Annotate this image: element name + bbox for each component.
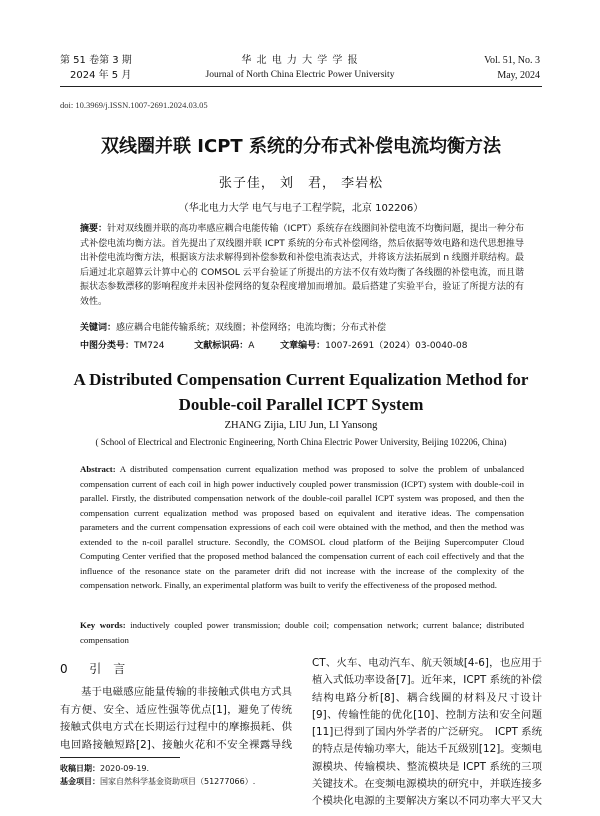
classification bbox=[80, 339, 524, 353]
keywords-zh bbox=[80, 321, 524, 335]
body-left-column: 基于电磁感应能量传输的非接触式供电方式具有方便、安全、适应性强等优点[1]，避免了传统接触式供电方式在长期运行过程中的摩擦损耗、供电回路接触短路[2]、接触火花和不安全裸露导线 bbox=[60, 686, 292, 751]
received-label: 收稿日期： bbox=[60, 764, 100, 773]
abstract-zh-text: 针对双线圈并联的高功率感应耦合电能传输（ICPT）系统存在线圈间补偿电流不均衡问题，提出一种分布式补偿电流均衡方法。首先提出了双线圈并联 ICPT 系统的分布式补偿网络，然后依据等效电路和迭代思想推导出补偿电流均衡方法，根据该方法求解得到补偿参数和补偿电流表达式，并将该方法拓展到 n 线圈并联结构。最后通过北京超算云计算中心的 COMSOL 云平台验证了所提出的方法不仅有效均衡了各线圈的补偿电流，而且谐振状态参数漂移的影响程度并未因补偿网络的复杂程度增加而增加。最后搭建了实验平台，验证了所提方法的有效性。 bbox=[80, 224, 524, 307]
clc-value: TM724 bbox=[134, 341, 165, 351]
affiliation-zh: （华北电力大学 电气与电子工程学院，北京 102206） bbox=[178, 203, 424, 214]
doi: doi: 10.3969/j.ISSN.1007-2691.2024.03.05 bbox=[60, 100, 208, 110]
section-heading bbox=[60, 660, 125, 677]
footnote-rule bbox=[60, 757, 180, 758]
authors-en: ZHANG Zijia, LIU Jun, LI Yansong bbox=[224, 420, 378, 431]
fund-label: 基金项目： bbox=[60, 777, 100, 786]
volume-zh: 第 51 卷第 3 期 bbox=[60, 55, 132, 66]
abstract-en bbox=[80, 462, 524, 593]
affiliation-en: ( School of Electrical and Electronic Engineering, North China Electric Power University, Beijing 102206, China) bbox=[95, 437, 507, 447]
abstract-en-text: A distributed compensation current equalization method was proposed to solve the problem of unbalanced compensation current of each coil in high power inductively coupled power transmission (ICPT) system with double-coil in parallel. Firstly, the distributed compensation network of the double-coil parallel ICPT system was proposed, and then the compensation current equalization method was proposed based on equivalent and iterative ideas. The compensation parameters and the current compensation expressions of each coil were obtained with the method, and then the method was extended to the n-coil parallel structure. Secondly, the COMSOL cloud platform of the Beijing Supercomputer Cloud Computing Center verified that the proposed method balanced the compensation current of each coil effectively and that the influence of the resonance state on the parameter drift did not increase with the increase of the complexity of the compensation network. Finally, an experimental platform was built to verify the effectiveness of the proposed method. bbox=[80, 464, 524, 590]
volume-en: Vol. 51, No. 3 bbox=[484, 55, 540, 66]
keywords-en bbox=[80, 618, 524, 647]
keywords-en-label: Key words: bbox=[80, 620, 126, 630]
journal-title-en: Journal of North China Electric Power University bbox=[205, 70, 395, 80]
abstract-zh bbox=[80, 222, 524, 309]
body-right-column: CT、火车、电动汽车、航天领域[4-6]，也应用于植入式低功率设备[7]。近年来，ICPT 系统的补偿结构电路分析[8]、耦合线圈的材料及尺寸设计[9]、传输性能的优化[10]、控制方法和安全问题[11]已得到了国内外学者的广泛研究。 ICPT 系统的特点是传输功率大，能达千瓦级别[12]。变频电源模块、传输模块、整流模块是 ICPT 系统的三项关键技术。在变频电源模块的研究中，并联连接多个模块化电源的主要解决方案以不同功率大平又大 bbox=[312, 657, 542, 808]
date-en: May, 2024 bbox=[497, 70, 540, 81]
header-rule bbox=[60, 86, 542, 87]
authors-zh: 张子佳， 刘 君， 李岩松 bbox=[218, 176, 384, 191]
section-number: 0 bbox=[60, 662, 68, 676]
date-zh: 2024 年 5 月 bbox=[70, 70, 132, 81]
received-date bbox=[60, 762, 300, 775]
clc-label: 中图分类号： bbox=[80, 341, 135, 351]
fund-value: 国家自然科学基金资助项目（51277066）. bbox=[100, 777, 256, 786]
journal-title-zh: 华 北 电 力 大 学 学 报 bbox=[241, 55, 359, 66]
abstract-en-label: Abstract: bbox=[80, 464, 116, 474]
keywords-en-text: inductively coupled power transmission; double coil; compensation network; current balance; distributed compensation bbox=[80, 620, 524, 645]
doc-code-value: A bbox=[248, 341, 255, 351]
footnote bbox=[60, 762, 300, 788]
fund-info bbox=[60, 775, 300, 788]
abstract-zh-label: 摘要： bbox=[80, 224, 108, 234]
keywords-zh-label: 关键词： bbox=[80, 323, 117, 333]
article-id-label: 文章编号： bbox=[280, 341, 326, 351]
title-zh: 双线圈并联 ICPT 系统的分布式补偿电流均衡方法 bbox=[101, 136, 501, 157]
article-id-value: 1007-2691（2024）03-0040-08 bbox=[325, 341, 468, 351]
section-title: 引 言 bbox=[89, 662, 126, 676]
title-en-line2: Double-coil Parallel ICPT System bbox=[178, 395, 424, 414]
doc-code-label: 文献标识码： bbox=[194, 341, 249, 351]
received-value: 2020-09-19. bbox=[100, 764, 150, 773]
title-en-line1: A Distributed Compensation Current Equalization Method for bbox=[73, 370, 529, 389]
keywords-zh-text: 感应耦合电能传输系统；双线圈；补偿网络；电流均衡；分布式补偿 bbox=[116, 323, 387, 333]
